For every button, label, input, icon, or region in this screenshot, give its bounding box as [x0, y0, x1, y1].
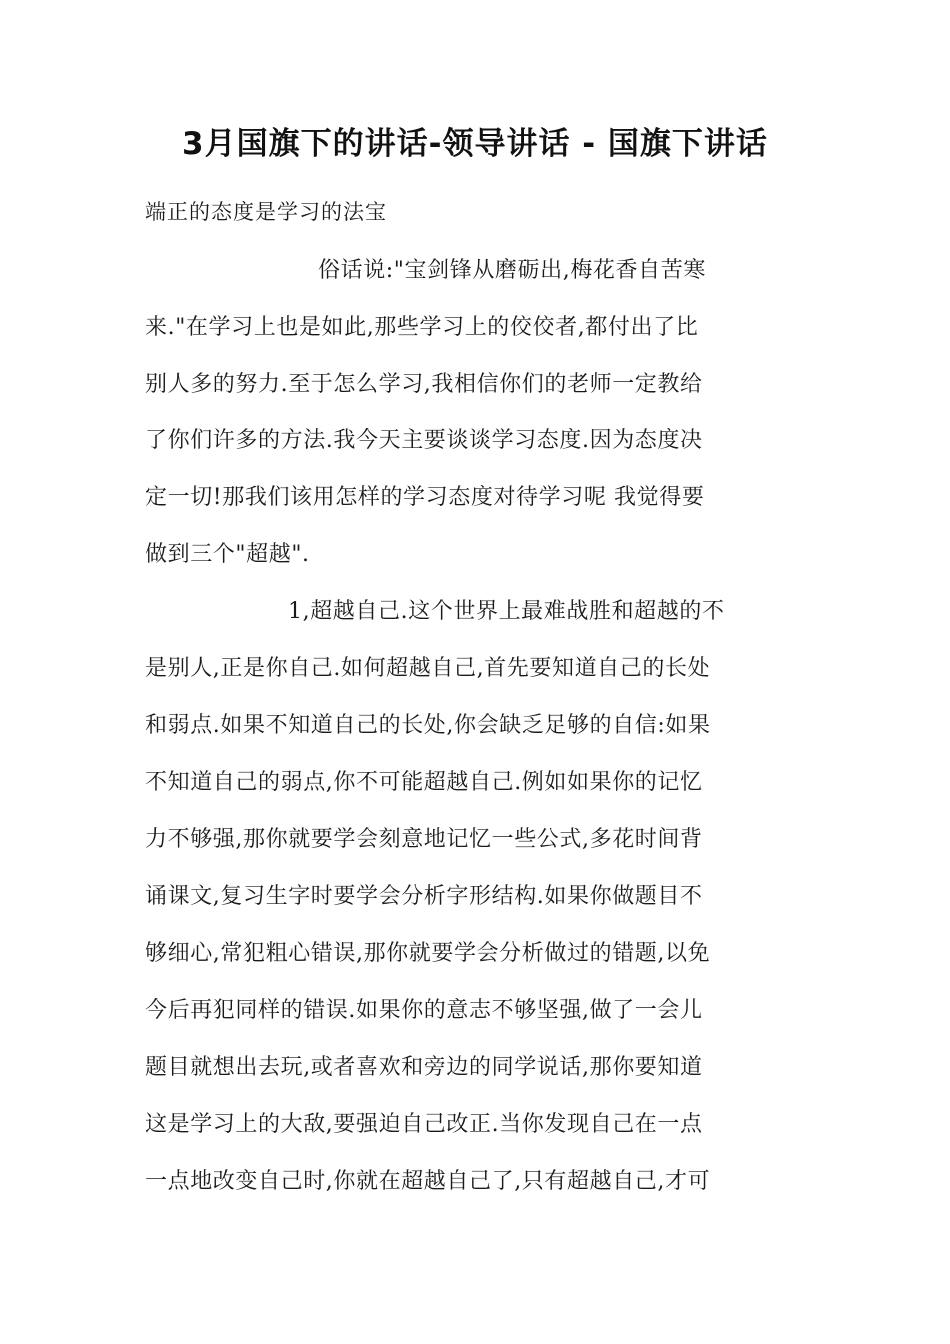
- paragraph-line: 定一切!那我们该用怎样的学习态度对待学习呢 我觉得要: [145, 485, 705, 510]
- paragraph-line: 做到三个"超越".: [145, 542, 310, 567]
- paragraph-line: 题目就想出去玩,或者喜欢和旁边的同学说话,那你要知道: [145, 1055, 703, 1080]
- paragraph-line: 力不够强,那你就要学会刻意地记忆一些公式,多花时间背: [145, 827, 703, 852]
- paragraph-line: 这是学习上的大敌,要强迫自己改正.当你发现自己在一点: [145, 1112, 703, 1137]
- paragraph-line: 不知道自己的弱点,你不可能超越自己.例如如果你的记忆: [145, 770, 703, 795]
- paragraph-line: 诵课文,复习生字时要学会分析字形结构.如果你做题目不: [145, 884, 703, 909]
- paragraph-line: 了你们许多的方法.我今天主要谈谈学习态度.因为态度决: [145, 428, 703, 453]
- document-title: 3月国旗下的讲话-领导讲话 - 国旗下讲话: [182, 126, 768, 162]
- paragraph-line: 别人多的努力.至于怎么学习,我相信你们的老师一定教给: [145, 372, 703, 397]
- paragraph-line: 是别人,正是你自己.如何超越自己,首先要知道自己的长处: [145, 656, 711, 681]
- paragraph-line: 一点地改变自己时,你就在超越自己了,只有超越自己,才可: [145, 1169, 711, 1194]
- paragraph-line: 俗话说:"宝剑锋从磨砺出,梅花香自苦寒: [318, 258, 706, 283]
- paragraph-line: 今后再犯同样的错误.如果你的意志不够坚强,做了一会儿: [145, 998, 703, 1023]
- paragraph-line: 1,超越自己.这个世界上最难战胜和超越的不: [288, 599, 725, 624]
- section-subtitle: 端正的态度是学习的法宝: [145, 200, 387, 224]
- paragraph-line: 和弱点.如果不知道自己的长处,你会缺乏足够的自信:如果: [145, 713, 711, 738]
- paragraph-line: 够细心,常犯粗心错误,那你就要学会分析做过的错题,以免: [145, 941, 711, 966]
- paragraph-line: 来."在学习上也是如此,那些学习上的佼佼者,都付出了比: [145, 315, 699, 340]
